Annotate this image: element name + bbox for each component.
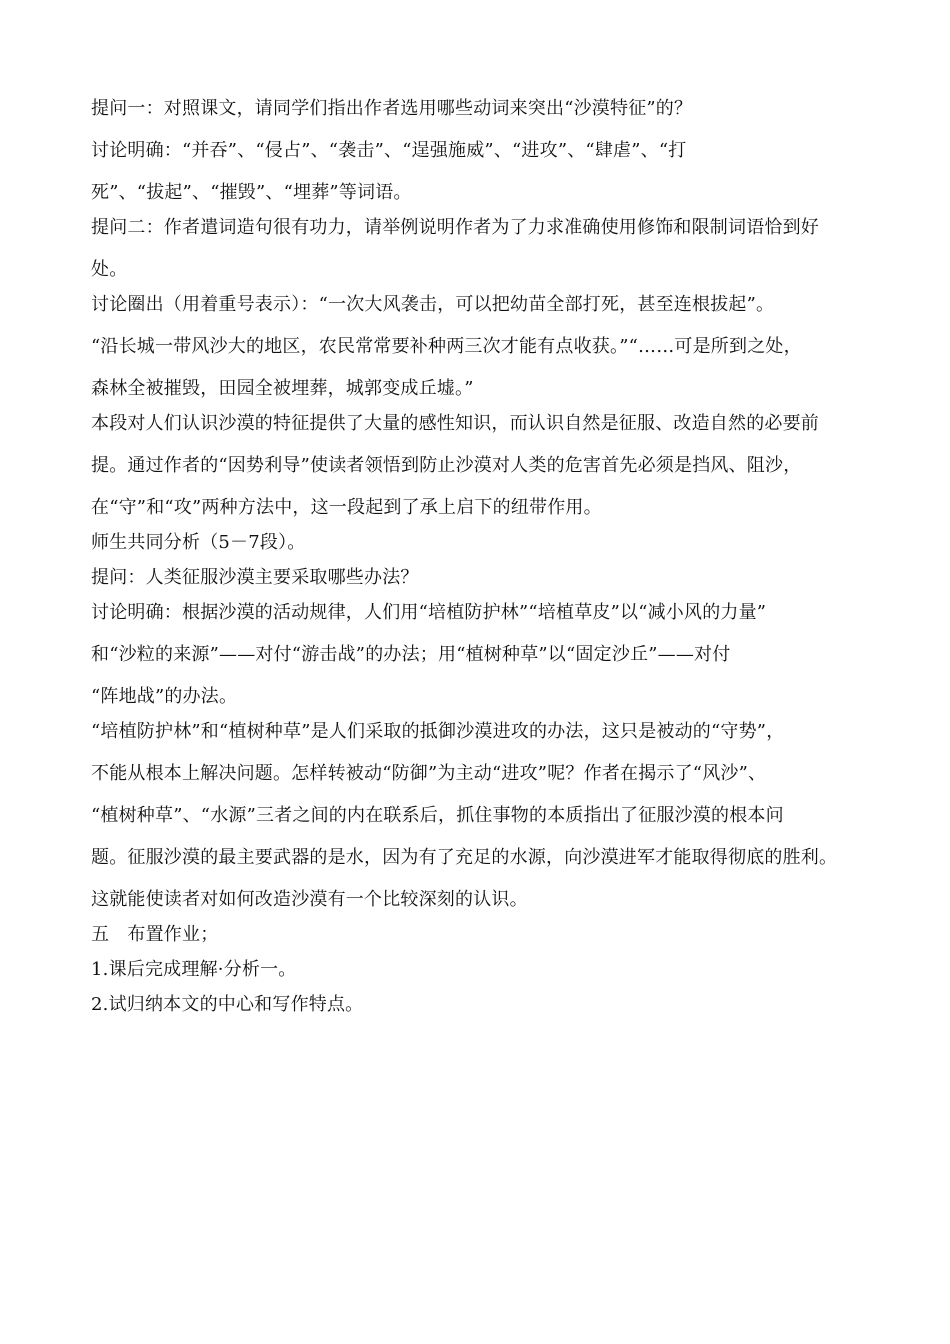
paragraph-quote-forest: 森林全被摧毁，田园全被埋葬，城郭变成丘墟。”	[91, 378, 474, 399]
paragraph-discussion-methods-cont-2: “阵地战”的办法。	[91, 686, 238, 707]
paragraph-discussion-methods-cont-1: 和“沙粒的来源”——对付“游击战”的办法；用“植树种草”以“固定沙丘”——对付	[91, 644, 731, 665]
paragraph-section-5-7: 师生共同分析（5－7段）。	[91, 532, 306, 553]
section-heading-homework: 五 布置作业；	[91, 924, 219, 945]
paragraph-discussion-verbs-cont: 死”、“拔起”、“摧毁”、“埋葬”等词语。	[91, 182, 412, 203]
paragraph-discussion-circled: 讨论圈出（用着重号表示）：“一次大风袭击，可以把幼苗全部打死，甚至连根拔起”。	[91, 294, 775, 315]
paragraph-analysis-cont-2: 在“守”和“攻”两种方法中，这一段起到了承上启下的纽带作用。	[91, 497, 602, 518]
paragraph-question-methods: 提问：人类征服沙漠主要采取哪些办法？	[91, 567, 419, 588]
homework-item-1: 1.课后完成理解·分析一。	[91, 959, 297, 980]
paragraph-question-one: 提问一：对照课文，请同学们指出作者选用哪些动词来突出“沙漠特征”的？	[91, 98, 693, 119]
paragraph-defense: “培植防护林”和“植树种草”是人们采取的抵御沙漠进攻的办法，这只是被动的“守势”，	[91, 721, 785, 742]
paragraph-defense-cont-3: 题。征服沙漠的最主要武器的是水，因为有了充足的水源，向沙漠进军才能取得彻底的胜利。	[91, 847, 838, 868]
paragraph-discussion-methods: 讨论明确：根据沙漠的活动规律，人们用“培植防护林”“培植草皮”以“减小风的力量”	[91, 602, 767, 623]
paragraph-analysis: 本段对人们认识沙漠的特征提供了大量的感性知识，而认识自然是征服、改造自然的必要前	[91, 413, 819, 434]
paragraph-defense-cont-4: 这就能使读者对如何改造沙漠有一个比较深刻的认识。	[91, 889, 528, 910]
paragraph-defense-cont-2: “植树种草”、“水源”三者之间的内在联系后，抓住事物的本质指出了征服沙漠的根本问	[91, 805, 784, 826]
paragraph-analysis-cont-1: 提。通过作者的“因势利导”使读者领悟到防止沙漠对人类的危害首先必须是挡风、阻沙，	[91, 455, 802, 476]
paragraph-discussion-verbs: 讨论明确：“并吞”、“侵占”、“袭击”、“逞强施威”、“进攻”、“肆虐”、“打	[91, 140, 687, 161]
paragraph-defense-cont-1: 不能从根本上解决问题。怎样转被动“防御”为主动“进攻”呢？作者在揭示了“风沙”、	[91, 763, 767, 784]
paragraph-question-two-cont: 处。	[91, 259, 128, 280]
paragraph-quote-great-wall: “沿长城一带风沙大的地区，农民常常要补种两三次才能有点收获。”“……可是所到之处，	[91, 336, 802, 357]
paragraph-question-two: 提问二：作者遣词造句很有功力，请举例说明作者为了力求准确使用修饰和限制词语恰到好	[91, 217, 819, 238]
homework-item-2: 2.试归纳本文的中心和写作特点。	[91, 994, 364, 1015]
document-body	[91, 96, 871, 1018]
